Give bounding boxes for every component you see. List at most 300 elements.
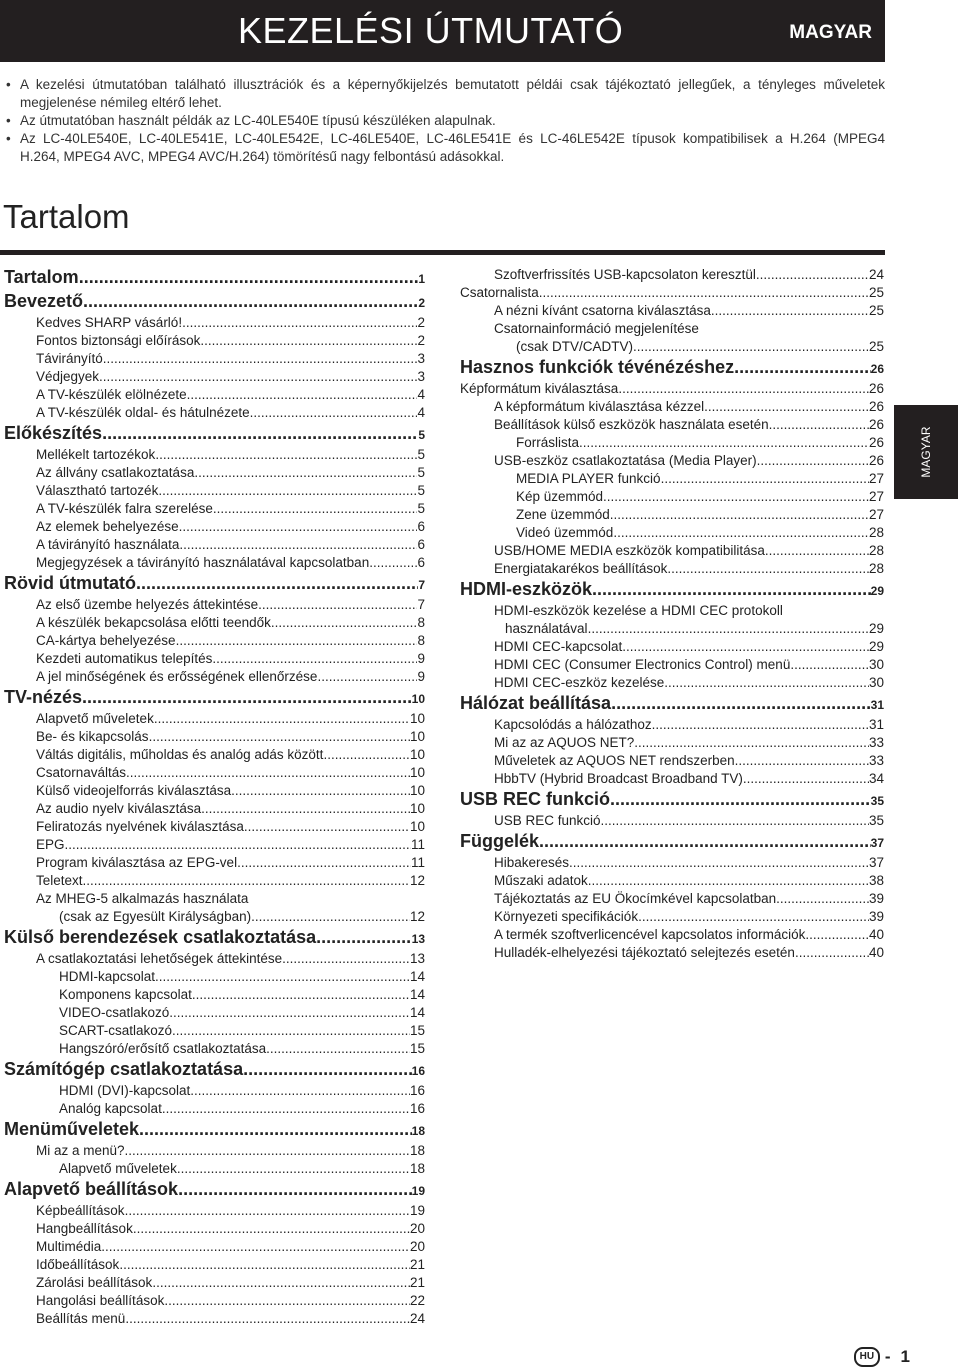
- toc-entry-label: Rövid útmutató: [4, 573, 136, 593]
- toc-entry-label: HDMI CEC-eszköz kezelése: [494, 675, 665, 690]
- toc-dot-leader: [212, 650, 417, 668]
- toc-page-number: 25: [868, 285, 884, 300]
- toc-page-number: 5: [417, 465, 425, 480]
- toc-dot-leader: [735, 752, 869, 770]
- toc-chapter-entry: [460, 356, 884, 380]
- toc-page-number: 15: [409, 1041, 425, 1056]
- toc-dot-leader: [611, 692, 871, 714]
- toc-dot-leader: [237, 854, 411, 872]
- toc-entry: [460, 812, 884, 830]
- toc-dot-leader: [592, 578, 871, 600]
- toc-entry-label: Analóg kapcsolat: [59, 1101, 162, 1116]
- toc-page-number: 8: [417, 615, 425, 630]
- toc-dot-leader: [271, 614, 418, 632]
- toc-page-number: 29: [868, 621, 884, 636]
- toc-entry-label: USB/HOME MEDIA eszközök kompatibilitása: [494, 543, 765, 558]
- toc-entry: [460, 734, 884, 752]
- toc-entry-label: Védjegyek: [36, 369, 100, 384]
- toc-page-number: 2: [418, 296, 425, 310]
- toc-entry-label: MEDIA PLAYER funkció: [516, 471, 661, 486]
- intro-bullet-item: [5, 76, 885, 112]
- toc-chapter-entry: [4, 266, 425, 290]
- toc-entry: [460, 506, 884, 524]
- page-footer: [854, 1347, 910, 1367]
- toc-page-number: 13: [409, 951, 425, 966]
- toc-dot-leader: [182, 314, 417, 332]
- intro-bullet-item: [5, 130, 885, 166]
- toc-page-number: 5: [417, 501, 425, 516]
- toc-page-number: 19: [411, 1184, 425, 1198]
- toc-page-number: 28: [868, 561, 884, 576]
- toc-entry: [460, 266, 884, 284]
- toc-entry: [460, 524, 884, 542]
- toc-entry: [460, 926, 884, 944]
- toc-entry-label: Váltás digitális, műholdas és analóg adás között: [36, 747, 324, 762]
- toc-chapter-entry: [460, 578, 884, 602]
- toc-entry: [460, 908, 884, 926]
- toc-entry: [460, 380, 884, 398]
- toc-entry: [460, 284, 884, 302]
- toc-dot-leader: [579, 434, 869, 452]
- toc-dot-leader: [200, 332, 417, 350]
- toc-entry-label: USB REC funkció: [460, 789, 611, 809]
- toc-dot-leader: [776, 890, 869, 908]
- toc-dot-leader: [190, 1082, 410, 1100]
- side-tab-label: MAGYAR: [919, 426, 933, 478]
- toc-entry: [4, 1292, 425, 1310]
- toc-entry: [4, 710, 425, 728]
- toc-entry: [460, 452, 884, 470]
- toc-entry: [4, 854, 425, 872]
- toc-entry: [4, 1274, 425, 1292]
- toc-entry: [460, 560, 884, 578]
- toc-entry-label: Multimédia: [36, 1239, 102, 1254]
- toc-page-number: 27: [868, 507, 884, 522]
- toc-page-number: 40: [868, 945, 884, 960]
- hu-badge-icon: HU: [854, 1347, 880, 1367]
- toc-dot-leader: [539, 830, 871, 852]
- toc-entry-label: A csatlakoztatási lehetőségek áttekintése: [36, 951, 283, 966]
- toc-dot-leader: [169, 1004, 410, 1022]
- toc-entry-label: Bevezető: [4, 291, 84, 311]
- toc-entry: [4, 1100, 425, 1118]
- toc-entry: [4, 950, 425, 968]
- toc-dot-leader: [622, 638, 869, 656]
- toc-entry: [4, 614, 425, 632]
- toc-entry-label: Energiatakarékos beállítások: [494, 561, 668, 576]
- toc-chapter-entry: [4, 1058, 425, 1082]
- toc-entry: [460, 320, 884, 338]
- toc-entry: [4, 668, 425, 686]
- toc-entry: [460, 890, 884, 908]
- toc-dot-leader: [82, 686, 412, 708]
- toc-entry-label: Külső berendezések csatlakoztatása: [4, 927, 317, 947]
- toc-entry-label: A TV-készülék oldal- és hátulnézete: [36, 405, 250, 420]
- toc-page-number: 8: [417, 633, 425, 648]
- toc-entry-label: Kép üzemmód: [516, 489, 604, 504]
- toc-entry: [4, 1160, 425, 1178]
- toc-dot-leader: [243, 1058, 412, 1080]
- toc-page-number: 15: [409, 1023, 425, 1038]
- toc-entry: [4, 632, 425, 650]
- toc-page-number: 7: [417, 597, 425, 612]
- toc-page-number: 21: [409, 1257, 425, 1272]
- toc-entry: [4, 518, 425, 536]
- toc-entry: [4, 446, 425, 464]
- language-side-tab: [894, 405, 958, 499]
- toc-page-number: 6: [417, 555, 425, 570]
- toc-entry: [460, 770, 884, 788]
- toc-page-number: 12: [409, 909, 425, 924]
- toc-entry-label: HbbTV (Hybrid Broadcast Broadband TV): [494, 771, 743, 786]
- toc-dot-leader: [126, 764, 410, 782]
- toc-page-number: 22: [409, 1293, 425, 1308]
- toc-page-number: 27: [868, 471, 884, 486]
- toc-entry-label: A TV-készülék falra szerelése: [36, 501, 213, 516]
- toc-dot-leader: [618, 380, 869, 398]
- toc-page-number: 2: [417, 333, 425, 348]
- toc-dot-leader: [83, 872, 410, 890]
- toc-left-column: [4, 266, 425, 1328]
- toc-entry: [4, 314, 425, 332]
- toc-heading: Tartalom: [3, 198, 130, 235]
- toc-entry-label: Csatornaváltás: [36, 765, 127, 780]
- toc-dot-leader: [154, 710, 410, 728]
- toc-entry: [4, 500, 425, 518]
- toc-entry-label: Műszaki adatok: [494, 873, 588, 888]
- toc-page-number: 28: [868, 543, 884, 558]
- toc-page-number: 39: [868, 891, 884, 906]
- toc-entry-label: Kapcsolódás a hálózathoz: [494, 717, 652, 732]
- toc-entry-label: HDMI CEC (Consumer Electronics Control) menü: [494, 657, 791, 672]
- toc-page-number: 39: [868, 909, 884, 924]
- toc-entry: [4, 1040, 425, 1058]
- toc-page-number: 35: [868, 813, 884, 828]
- toc-dot-leader: [250, 404, 418, 422]
- toc-entry-label: A készülék bekapcsolása előtti teendők: [36, 615, 271, 630]
- toc-dot-leader: [155, 968, 410, 986]
- toc-dot-leader: [743, 770, 869, 788]
- footer-separator: -: [884, 1347, 891, 1366]
- toc-dot-leader: [164, 1292, 410, 1310]
- toc-entry-label: Program kiválasztása az EPG-vel: [36, 855, 238, 870]
- toc-dot-leader: [158, 482, 417, 500]
- toc-entry: [4, 1142, 425, 1160]
- toc-dot-leader: [251, 908, 410, 926]
- toc-page-number: 14: [409, 1005, 425, 1020]
- toc-entry-label: A jel minőségének és erősségének ellenőrzése: [36, 669, 318, 684]
- toc-entry: [460, 302, 884, 320]
- toc-dot-leader: [282, 950, 410, 968]
- intro-notes: [5, 76, 885, 166]
- toc-dot-leader: [149, 728, 410, 746]
- toc-page-number: 26: [868, 399, 884, 414]
- toc-entry-label: Szoftverfrissítés USB-kapcsolaton keresztül: [494, 267, 756, 282]
- toc-entry-label: Hálózat beállítása: [460, 693, 612, 713]
- toc-dot-leader: [155, 446, 417, 464]
- toc-page-number: 16: [409, 1101, 425, 1116]
- toc-entry-label: HDMI (DVI)-kapcsolat: [59, 1083, 191, 1098]
- toc-page-number: 4: [417, 405, 425, 420]
- toc-page-number: 5: [417, 483, 425, 498]
- toc-entry: [460, 674, 884, 692]
- toc-entry-label: CA-kártya behelyezése: [36, 633, 176, 648]
- toc-dot-leader: [661, 470, 869, 488]
- toc-dot-leader: [664, 674, 869, 692]
- toc-entry-label: Csatornainformáció megjelenítése: [494, 321, 699, 336]
- toc-entry: [460, 602, 884, 620]
- toc-entry-label: használatával: [505, 621, 588, 636]
- toc-entry-label: Külső videojelforrás kiválasztása: [36, 783, 232, 798]
- toc-entry: [460, 656, 884, 674]
- toc-entry: [4, 368, 425, 386]
- toc-entry: [4, 332, 425, 350]
- toc-entry: [4, 464, 425, 482]
- toc-dot-leader: [192, 986, 410, 1004]
- toc-page-number: 20: [409, 1221, 425, 1236]
- toc-page-number: 5: [417, 447, 425, 462]
- toc-entry-label: Alapvető beállítások: [4, 1179, 179, 1199]
- toc-entry-label: A TV-készülék elölnézete: [36, 387, 187, 402]
- toc-entry-label: Az MHEG-5 alkalmazás használata: [36, 891, 249, 906]
- toc-page-number: 6: [417, 519, 425, 534]
- toc-page-number: 35: [870, 794, 884, 808]
- toc-dot-leader: [667, 560, 869, 578]
- toc-entry-label: Kezdeti automatikus telepítés: [36, 651, 213, 666]
- toc-entry-label: Teletext: [36, 873, 83, 888]
- toc-page-number: 18: [411, 1124, 425, 1138]
- toc-entry: [4, 782, 425, 800]
- toc-entry: [4, 536, 425, 554]
- toc-entry-label: HDMI CEC-kapcsolat: [494, 639, 623, 654]
- header-bar: [0, 0, 885, 62]
- toc-dot-leader: [244, 818, 410, 836]
- toc-page-number: 10: [409, 747, 425, 762]
- toc-dot-leader: [179, 536, 417, 554]
- toc-dot-leader: [539, 284, 869, 302]
- toc-entry-label: Az audio nyelv kiválasztása: [36, 801, 202, 816]
- toc-entry-label: (csak az Egyesült Királyságban): [59, 909, 252, 924]
- toc-entry: [4, 386, 425, 404]
- toc-entry-label: Menüműveletek: [4, 1119, 140, 1139]
- toc-dot-leader: [756, 266, 869, 284]
- toc-dot-leader: [152, 1274, 410, 1292]
- intro-text: Az útmutatóban használt példák az LC-40LE540E típusú készüléken alapulnak.: [20, 113, 496, 128]
- toc-dot-leader: [323, 746, 410, 764]
- toc-entry-label: Videó üzemmód: [516, 525, 614, 540]
- toc-entry-label: Az állvány csatlakoztatása: [36, 465, 195, 480]
- toc-entry: [460, 470, 884, 488]
- toc-entry-label: Hibakeresés: [494, 855, 570, 870]
- toc-chapter-entry: [4, 422, 425, 446]
- toc-entry-label: A képformátum kiválasztása kézzel: [494, 399, 705, 414]
- toc-entry-label: Csatornalista: [460, 285, 539, 300]
- toc-right-column: [460, 266, 884, 962]
- toc-dot-leader: [99, 368, 417, 386]
- toc-entry: [4, 800, 425, 818]
- intro-bullet-item: [5, 112, 885, 130]
- toc-entry-label: Feliratozás nyelvének kiválasztása: [36, 819, 244, 834]
- toc-entry: [4, 650, 425, 668]
- toc-dot-leader: [83, 290, 418, 312]
- toc-entry-label: A távirányító használata: [36, 537, 180, 552]
- toc-page-number: 38: [868, 873, 884, 888]
- toc-entry-label: Mi az az AQUOS NET?: [494, 735, 635, 750]
- toc-dot-leader: [177, 1160, 410, 1178]
- toc-entry: [4, 1310, 425, 1328]
- toc-dot-leader: [176, 632, 418, 650]
- toc-dot-leader: [266, 1040, 410, 1058]
- toc-page-number: 10: [409, 819, 425, 834]
- toc-entry: [4, 1256, 425, 1274]
- toc-page-number: 19: [409, 1203, 425, 1218]
- toc-entry-label: Megjegyzések a távirányító használatával kapcsolatban: [36, 555, 370, 570]
- toc-dot-leader: [805, 926, 869, 944]
- toc-chapter-entry: [4, 1118, 425, 1142]
- toc-dot-leader: [603, 488, 869, 506]
- toc-page-number: 26: [868, 453, 884, 468]
- toc-dot-leader: [178, 1178, 412, 1200]
- toc-dot-leader: [258, 596, 417, 614]
- toc-page-number: 2: [417, 315, 425, 330]
- toc-page-number: 24: [409, 1311, 425, 1326]
- toc-dot-leader: [638, 908, 869, 926]
- toc-entry-label: Műveletek az AQUOS NET rendszerben: [494, 753, 735, 768]
- toc-dot-leader: [757, 452, 869, 470]
- toc-entry-label: Hasznos funkciók tévénézéshez: [460, 357, 735, 377]
- toc-entry-label: Tartalom: [4, 267, 79, 287]
- toc-entry: [4, 764, 425, 782]
- toc-entry: [4, 554, 425, 572]
- toc-page-number: 10: [409, 729, 425, 744]
- toc-entry-label: Előkészítés: [4, 423, 103, 443]
- toc-entry-label: Hangszóró/erősítő csatlakoztatása: [59, 1041, 267, 1056]
- toc-page-number: 9: [417, 651, 425, 666]
- toc-page-number: 11: [410, 837, 425, 852]
- toc-dot-leader: [102, 422, 418, 444]
- toc-entry-label: Beállítások külső eszközök használata esetén: [494, 417, 769, 432]
- toc-page-number: 10: [409, 801, 425, 816]
- toc-page-number: 26: [870, 362, 884, 376]
- intro-text: A kezelési útmutatóban található illusztrációk és a képernyőkijelzés bemutatott példái csak tájékoztató jellegűek, a tényleges műveletek megjelenése némileg eltérő lehet.: [20, 77, 885, 110]
- toc-dot-leader: [795, 944, 869, 962]
- toc-entry: [4, 746, 425, 764]
- toc-dot-leader: [734, 356, 871, 378]
- toc-entry-label: Környezeti specifikációk: [494, 909, 639, 924]
- toc-entry: [460, 488, 884, 506]
- toc-entry: [460, 416, 884, 434]
- toc-entry: [460, 620, 884, 638]
- toc-entry-label: Hulladék-elhelyezési tájékoztató selejtezés esetén: [494, 945, 795, 960]
- toc-dot-leader: [316, 926, 411, 948]
- toc-chapter-entry: [460, 830, 884, 854]
- toc-chapter-entry: [4, 572, 425, 596]
- toc-entry-label: Forráslista: [516, 435, 580, 450]
- toc-entry-label: Tájékoztatás az EU Ökocímkével kapcsolatban: [494, 891, 777, 906]
- toc-dot-leader: [601, 812, 869, 830]
- toc-page-number: 16: [409, 1083, 425, 1098]
- toc-page-number: 20: [409, 1239, 425, 1254]
- toc-entry: [4, 596, 425, 614]
- toc-entry: [4, 404, 425, 422]
- toc-entry: [460, 716, 884, 734]
- toc-entry: [460, 434, 884, 452]
- toc-entry-label: Képformátum kiválasztása: [460, 381, 619, 396]
- toc-dot-leader: [588, 872, 869, 890]
- toc-entry: [4, 1082, 425, 1100]
- toc-entry-label: A nézni kívánt csatorna kiválasztása: [494, 303, 711, 318]
- toc-entry: [4, 1004, 425, 1022]
- toc-entry-label: Távirányító: [36, 351, 103, 366]
- toc-page-number: 14: [409, 987, 425, 1002]
- toc-chapter-entry: [4, 926, 425, 950]
- toc-page-number: 26: [868, 417, 884, 432]
- toc-page-number: 25: [868, 303, 884, 318]
- toc-page-number: 33: [868, 735, 884, 750]
- toc-entry-label: Zárolási beállítások: [36, 1275, 153, 1290]
- toc-page-number: 33: [868, 753, 884, 768]
- toc-entry-label: HDMI-kapcsolat: [59, 969, 156, 984]
- toc-dot-leader: [65, 836, 411, 854]
- toc-entry-label: Kedves SHARP vásárló!: [36, 315, 183, 330]
- toc-entry: [460, 752, 884, 770]
- toc-page-number: 40: [868, 927, 884, 942]
- toc-entry-label: Hangolási beállítások: [36, 1293, 165, 1308]
- toc-dot-leader: [231, 782, 410, 800]
- toc-entry-label: Függelék: [460, 831, 540, 851]
- toc-dot-leader: [133, 1220, 410, 1238]
- toc-entry-label: Választható tartozék: [36, 483, 159, 498]
- toc-entry-label: Hangbeállítások: [36, 1221, 133, 1236]
- toc-chapter-entry: [4, 290, 425, 314]
- toc-page-number: 27: [868, 489, 884, 504]
- toc-page-number: 5: [418, 428, 425, 442]
- toc-entry: [4, 1202, 425, 1220]
- toc-entry-label: Képbeállítások: [36, 1203, 125, 1218]
- toc-entry: [460, 854, 884, 872]
- toc-page-number: 25: [868, 339, 884, 354]
- toc-dot-leader: [588, 620, 869, 638]
- toc-entry: [4, 1220, 425, 1238]
- toc-dot-leader: [119, 1256, 410, 1274]
- toc-entry-label: Alapvető műveletek: [59, 1161, 177, 1176]
- toc-dot-leader: [704, 398, 869, 416]
- bullet-icon: •: [6, 113, 11, 128]
- toc-page-number: 29: [868, 639, 884, 654]
- toc-entry-label: HDMI-eszközök: [460, 579, 593, 599]
- toc-entry-label: Fontos biztonsági előírások: [36, 333, 201, 348]
- toc-page-number: 7: [418, 578, 425, 592]
- toc-entry: [460, 398, 884, 416]
- toc-page-number: 37: [870, 836, 884, 850]
- toc-entry: [4, 872, 425, 890]
- toc-dot-leader: [610, 506, 869, 524]
- toc-page-number: 26: [868, 435, 884, 450]
- toc-page-number: 11: [410, 855, 425, 870]
- toc-entry: [4, 1022, 425, 1040]
- toc-dot-leader: [610, 788, 871, 810]
- toc-page-number: 34: [868, 771, 884, 786]
- toc-dot-leader: [172, 1022, 410, 1040]
- toc-dot-leader: [317, 668, 417, 686]
- toc-entry-label: USB REC funkció: [494, 813, 601, 828]
- toc-page-number: 10: [411, 692, 425, 706]
- toc-chapter-entry: [4, 686, 425, 710]
- page-number: 1: [900, 1347, 910, 1366]
- toc-page-number: 4: [417, 387, 425, 402]
- toc-dot-leader: [194, 464, 417, 482]
- toc-entry: [4, 482, 425, 500]
